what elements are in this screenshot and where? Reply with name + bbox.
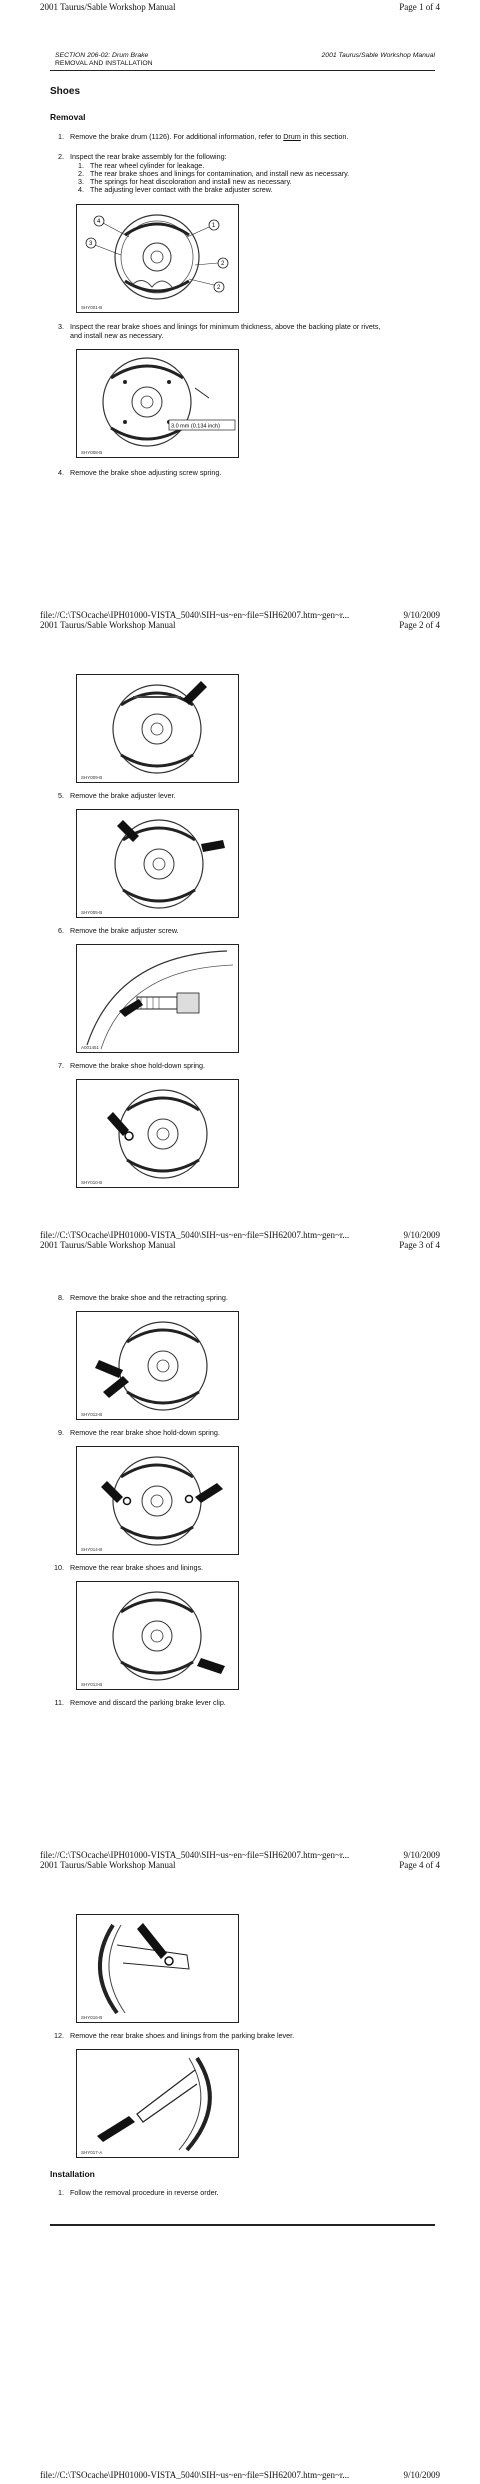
callout-2b: 2	[217, 285, 221, 291]
file-path: file://C:\TSOcache\IPH01000-VISTA_5040\SIH~us~en~file=SIH62007.htm~gen~r...	[40, 2470, 350, 2480]
figure-code: SHY008-B	[81, 450, 103, 455]
figure-parking-lever	[76, 2049, 239, 2158]
print-date: 9/10/2009	[403, 1230, 440, 1240]
page-header-1	[40, 2, 440, 12]
manual-title: 2001 Taurus/Sable Workshop Manual	[40, 2, 176, 12]
page-number: Page 3 of 4	[399, 1240, 440, 1250]
print-date: 9/10/2009	[403, 610, 440, 620]
end-divider	[50, 2224, 435, 2226]
page-title: Shoes	[50, 86, 81, 97]
figure-adjusting-spring	[76, 674, 239, 783]
figure-parking-clip	[76, 1914, 239, 2023]
figure-rear-hold-down	[76, 1446, 239, 1555]
adjuster-lever-drawing	[77, 810, 238, 917]
shoes-linings-drawing	[77, 1582, 238, 1689]
drum-link[interactable]: Drum	[283, 132, 301, 141]
parking-lever-drawing	[77, 2050, 238, 2157]
print-date: 9/10/2009	[403, 1850, 440, 1860]
figure-code: SHY001-B	[81, 305, 103, 310]
figure-adjuster-lever	[76, 809, 239, 918]
rear-hold-down-drawing	[77, 1447, 238, 1554]
parking-clip-drawing	[77, 1915, 238, 2022]
page-number: Page 4 of 4	[399, 1860, 440, 1870]
figure-hold-down-spring	[76, 1079, 239, 1188]
figure-retracting-spring	[76, 1311, 239, 1420]
installation-heading: Installation	[50, 2169, 95, 2179]
section-header	[55, 52, 435, 68]
lining-thickness-drawing	[77, 350, 238, 457]
page-footer-3	[40, 1850, 440, 1860]
figure-code: SHY005-B	[81, 910, 103, 915]
page-header-2	[40, 620, 440, 630]
retracting-spring-drawing	[77, 1312, 238, 1419]
adjuster-screw-drawing	[77, 945, 238, 1052]
figure-code: SHY010-B	[81, 1180, 103, 1185]
figure-code: SHY012-B	[81, 1412, 103, 1417]
callout-3: 3	[89, 241, 93, 247]
adjusting-spring-drawing	[77, 675, 238, 782]
brake-assembly-drawing	[77, 205, 238, 312]
divider	[50, 70, 435, 71]
figure-code: SHY014-B	[81, 1547, 103, 1552]
manual-title: 2001 Taurus/Sable Workshop Manual	[40, 1240, 176, 1250]
print-date: 9/10/2009	[403, 2470, 440, 2480]
figure-code: SHY013-B	[81, 1682, 103, 1687]
file-path: file://C:\TSOcache\IPH01000-VISTA_5040\SIH~us~en~file=SIH62007.htm~gen~r...	[40, 610, 350, 620]
section-right: 2001 Taurus/Sable Workshop Manual	[321, 52, 435, 59]
section-line-2: REMOVAL AND INSTALLATION	[55, 60, 153, 67]
file-path: file://C:\TSOcache\IPH01000-VISTA_5040\SIH~us~en~file=SIH62007.htm~gen~r...	[40, 1230, 350, 1240]
callout-4: 4	[97, 219, 101, 225]
callout-1: 1	[212, 223, 216, 229]
page-footer-2	[40, 1230, 440, 1240]
figure-code: A001451	[81, 1045, 100, 1050]
figure-shoes-linings	[76, 1581, 239, 1690]
figure-code: SHY016-B	[81, 2015, 103, 2020]
page-header-4	[40, 1860, 440, 1870]
manual-title: 2001 Taurus/Sable Workshop Manual	[40, 620, 176, 630]
figure-lining-thickness	[76, 349, 239, 458]
figure-adjuster-screw	[76, 944, 239, 1053]
manual-title: 2001 Taurus/Sable Workshop Manual	[40, 1860, 176, 1870]
callout-2a: 2	[221, 261, 225, 267]
measure-label: 3.0 mm (0.134 inch)	[171, 423, 220, 430]
file-path: file://C:\TSOcache\IPH01000-VISTA_5040\SIH~us~en~file=SIH62007.htm~gen~r...	[40, 1850, 350, 1860]
figure-code: SHY017-A	[81, 2150, 103, 2155]
hold-down-spring-drawing	[77, 1080, 238, 1187]
page-footer-4	[40, 2470, 440, 2480]
page-footer-1	[40, 610, 440, 620]
removal-heading: Removal	[50, 112, 86, 122]
figure-code: SHY009-B	[81, 775, 103, 780]
figure-brake-assembly	[76, 204, 239, 313]
section-line-1: SECTION 206-02: Drum Brake	[55, 52, 149, 59]
page-number: Page 1 of 4	[399, 2, 440, 12]
page-header-3	[40, 1240, 440, 1250]
page-number: Page 2 of 4	[399, 620, 440, 630]
